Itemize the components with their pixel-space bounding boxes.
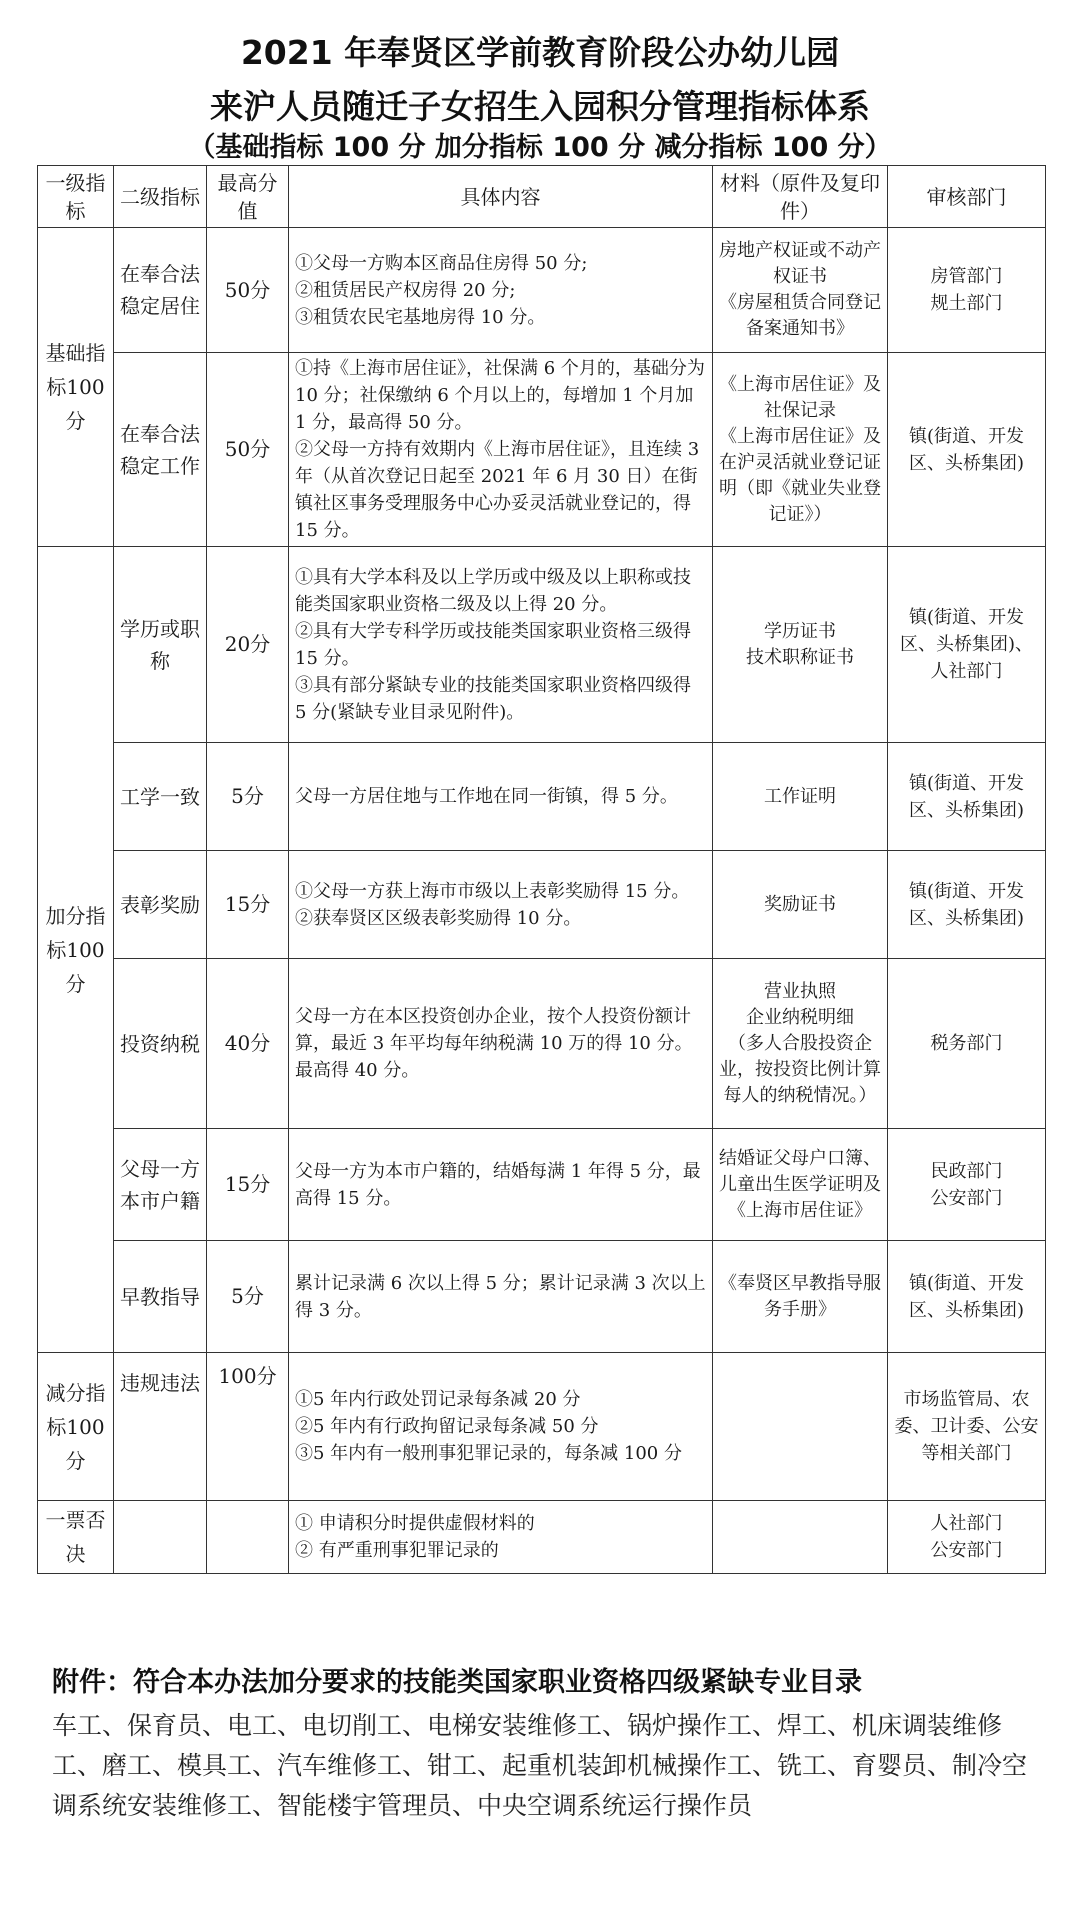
max-score-cell: 100分 xyxy=(207,1353,289,1501)
table-row xyxy=(38,959,1046,1129)
content-line: 累计记录满 6 次以上得 5 分；累计记录满 3 次以上得 3 分。 xyxy=(295,1272,706,1321)
max-score-cell: 5分 xyxy=(207,743,289,851)
content-cell xyxy=(289,743,713,851)
content-cell xyxy=(289,1353,713,1501)
materials-line: 工作证明 xyxy=(764,785,836,807)
content-line: ②5 年内有行政拘留记录每条减 50 分 xyxy=(295,1416,599,1437)
max-score-cell xyxy=(207,1501,289,1574)
max-score-cell: 50分 xyxy=(207,228,289,353)
level2-cell xyxy=(114,1501,207,1574)
department-cell xyxy=(888,743,1046,851)
content-line: ①持《上海市居住证》，社保满 6 个月的，基础分为 10 分；社保缴纳 6 个月以上的，每增加 1 个月加 1 分，最高得 50 分。 xyxy=(295,358,705,433)
content-line: ①具有大学本科及以上学历或中级及以上职称或技能类国家职业资格二级及以上得 20 分。 xyxy=(295,566,691,615)
level2-cell: 投资纳税 xyxy=(114,959,207,1129)
title-line-3: （基础指标 100 分 加分指标 100 分 减分指标 100 分） xyxy=(188,132,892,163)
content-line: ②父母一方持有效期内《上海市居住证》，且连续 3 年（从首次登记日起至 2021 年 6 月 30 日）在街镇社区事务受理服务中心办妥灵活就业登记的，得 15 分。 xyxy=(295,439,700,541)
content-cell xyxy=(289,228,713,353)
table-row xyxy=(38,1241,1046,1353)
materials-cell xyxy=(713,743,888,851)
department-line: 镇(街道、开发区、头桥集团)、人社部门 xyxy=(899,607,1034,682)
max-score-cell: 20分 xyxy=(207,547,289,743)
max-score-cell: 15分 xyxy=(207,851,289,959)
appendix-body: 车工、保育员、电工、电切削工、电梯安装维修工、锅炉操作工、焊工、机床调装维修工、磨工、模具工、汽车维修工、钳工、起重机装卸机械操作工、铣工、育婴员、制冷空调系统安装维修工、智能楼宇管理员、中央空调系统运行操作员 xyxy=(52,1711,1028,1820)
materials-cell xyxy=(713,851,888,959)
materials-line: 营业执照 xyxy=(764,980,836,1002)
header-level1: 一级指标 xyxy=(38,166,114,228)
content-line: ②具有大学专科学历或技能类国家职业资格三级得 15 分。 xyxy=(295,620,691,669)
content-line: ① 申请积分时提供虚假材料的 xyxy=(295,1513,535,1534)
content-line: ①父母一方购本区商品住房得 50 分; xyxy=(295,252,588,274)
header-content: 具体内容 xyxy=(289,166,713,228)
materials-line: 企业纳税明细 xyxy=(746,1006,854,1028)
content-line: ② 有严重刑事犯罪记录的 xyxy=(295,1540,499,1561)
department-cell xyxy=(888,353,1046,547)
group-basic: 基础指标100分 xyxy=(38,228,114,547)
materials-line: 《房屋租赁合同登记备案通知书》 xyxy=(719,292,881,339)
content-cell xyxy=(289,353,713,547)
department-line: 公安部门 xyxy=(930,1187,1003,1209)
content-line: ②租赁居民产权房得 20 分; xyxy=(295,279,516,301)
department-line: 民政部门 xyxy=(930,1160,1003,1182)
table-header-row xyxy=(38,166,1046,228)
group-deduct: 减分指标100分 xyxy=(38,1353,114,1501)
group-bonus: 加分指标100分 xyxy=(38,547,114,1353)
department-line: 规土部门 xyxy=(930,293,1003,314)
department-line: 房管部门 xyxy=(930,266,1003,287)
content-line: ①5 年内行政处罚记录每条减 20 分 xyxy=(295,1389,581,1410)
table-row xyxy=(38,1129,1046,1241)
title-line-2: 来沪人员随迁子女招生入园积分管理指标体系 xyxy=(210,87,870,126)
materials-cell xyxy=(713,353,888,547)
materials-cell xyxy=(713,547,888,743)
materials-cell xyxy=(713,1501,888,1574)
department-line: 镇(街道、开发区、头桥集团) xyxy=(908,1272,1025,1321)
department-line: 市场监管局、农委、卫计委、公安等相关部门 xyxy=(894,1389,1039,1464)
header-department: 审核部门 xyxy=(888,166,1046,228)
department-line: 公安部门 xyxy=(930,1540,1003,1561)
materials-line: 奖励证书 xyxy=(764,893,836,915)
content-line: 父母一方在本区投资创办企业，按个人投资份额计算，最近 3 年平均每年纳税满 10 万的得 10 分。最高得 40 分。 xyxy=(295,1006,693,1081)
department-line: 人社部门 xyxy=(930,1513,1003,1534)
level2-cell: 早教指导 xyxy=(114,1241,207,1353)
department-cell xyxy=(888,228,1046,353)
content-cell xyxy=(289,1501,713,1574)
content-line: ①父母一方获上海市市级以上表彰奖励得 15 分。 xyxy=(295,880,690,902)
department-cell xyxy=(888,959,1046,1129)
table-row xyxy=(38,743,1046,851)
materials-cell xyxy=(713,1129,888,1241)
content-line: ②获奉贤区区级表彰奖励得 10 分。 xyxy=(295,907,582,929)
max-score-cell: 5分 xyxy=(207,1241,289,1353)
table-row xyxy=(38,1353,1046,1501)
table-row xyxy=(38,851,1046,959)
header-materials: 材料（原件及复印件） xyxy=(713,166,888,228)
materials-cell xyxy=(713,1353,888,1501)
max-score-cell: 40分 xyxy=(207,959,289,1129)
materials-line: 结婚证父母户口簿、儿童出生医学证明及《上海市居住证》 xyxy=(719,1147,881,1221)
department-cell xyxy=(888,851,1046,959)
max-score-cell: 50分 xyxy=(207,353,289,547)
title-line-1: 2021 年奉贤区学前教育阶段公办幼儿园 xyxy=(240,33,840,72)
appendix-title: 附件：符合本办法加分要求的技能类国家职业资格四级紧缺专业目录 xyxy=(52,1667,862,1698)
materials-cell xyxy=(713,959,888,1129)
department-cell xyxy=(888,1129,1046,1241)
table-row xyxy=(38,228,1046,353)
materials-line: 《上海市居住证》及在沪灵活就业登记证明（即《就业失业登记证》） xyxy=(719,425,881,525)
level2-cell: 工学一致 xyxy=(114,743,207,851)
content-line: 父母一方居住地与工作地在同一街镇，得 5 分。 xyxy=(295,786,678,807)
department-cell xyxy=(888,1501,1046,1574)
content-cell xyxy=(289,1241,713,1353)
content-line: ③具有部分紧缺专业的技能类国家职业资格四级得 5 分(紧缺专业目录见附件)。 xyxy=(295,674,691,723)
level2-cell: 表彰奖励 xyxy=(114,851,207,959)
content-line: 父母一方为本市户籍的，结婚每满 1 年得 5 分，最高得 15 分。 xyxy=(295,1160,701,1209)
content-cell xyxy=(289,1129,713,1241)
materials-line: （多人合股投资企业，按投资比例计算每人的纳税情况。） xyxy=(719,1032,881,1106)
level2-cell: 在奉合法稳定工作 xyxy=(114,353,207,547)
table-row xyxy=(38,353,1046,547)
department-line: 税务部门 xyxy=(930,1033,1003,1054)
table-row xyxy=(38,547,1046,743)
content-cell xyxy=(289,851,713,959)
table-row xyxy=(38,1501,1046,1574)
max-score-cell: 15分 xyxy=(207,1129,289,1241)
level2-cell: 学历或职称 xyxy=(114,547,207,743)
content-line: ③5 年内有一般刑事犯罪记录的，每条减 100 分 xyxy=(295,1443,682,1464)
level2-cell: 在奉合法稳定居住 xyxy=(114,228,207,353)
materials-line: 《奉贤区早教指导服务手册》 xyxy=(719,1272,881,1320)
materials-cell xyxy=(713,1241,888,1353)
indicator-table xyxy=(37,165,1046,1574)
department-line: 镇(街道、开发区、头桥集团) xyxy=(908,425,1025,474)
group-veto: 一票否决 xyxy=(38,1501,114,1574)
content-cell xyxy=(289,547,713,743)
materials-line: 学历证书 xyxy=(764,620,836,642)
header-max-score: 最高分值 xyxy=(207,166,289,228)
department-line: 镇(街道、开发区、头桥集团) xyxy=(908,772,1025,821)
department-line: 镇(街道、开发区、头桥集团) xyxy=(908,880,1025,929)
level2-cell: 违规违法 xyxy=(114,1353,207,1501)
department-cell xyxy=(888,547,1046,743)
department-cell xyxy=(888,1241,1046,1353)
department-cell xyxy=(888,1353,1046,1501)
content-cell xyxy=(289,959,713,1129)
appendix-section xyxy=(52,1662,1042,1826)
materials-cell xyxy=(713,228,888,353)
materials-line: 《上海市居住证》及社保记录 xyxy=(719,373,881,421)
level2-cell: 父母一方本市户籍 xyxy=(114,1129,207,1241)
materials-line: 技术职称证书 xyxy=(746,646,854,668)
materials-line: 房地产权证或不动产权证书 xyxy=(719,240,881,287)
header-level2: 二级指标 xyxy=(114,166,207,228)
content-line: ③租赁农民宅基地房得 10 分。 xyxy=(295,306,546,328)
